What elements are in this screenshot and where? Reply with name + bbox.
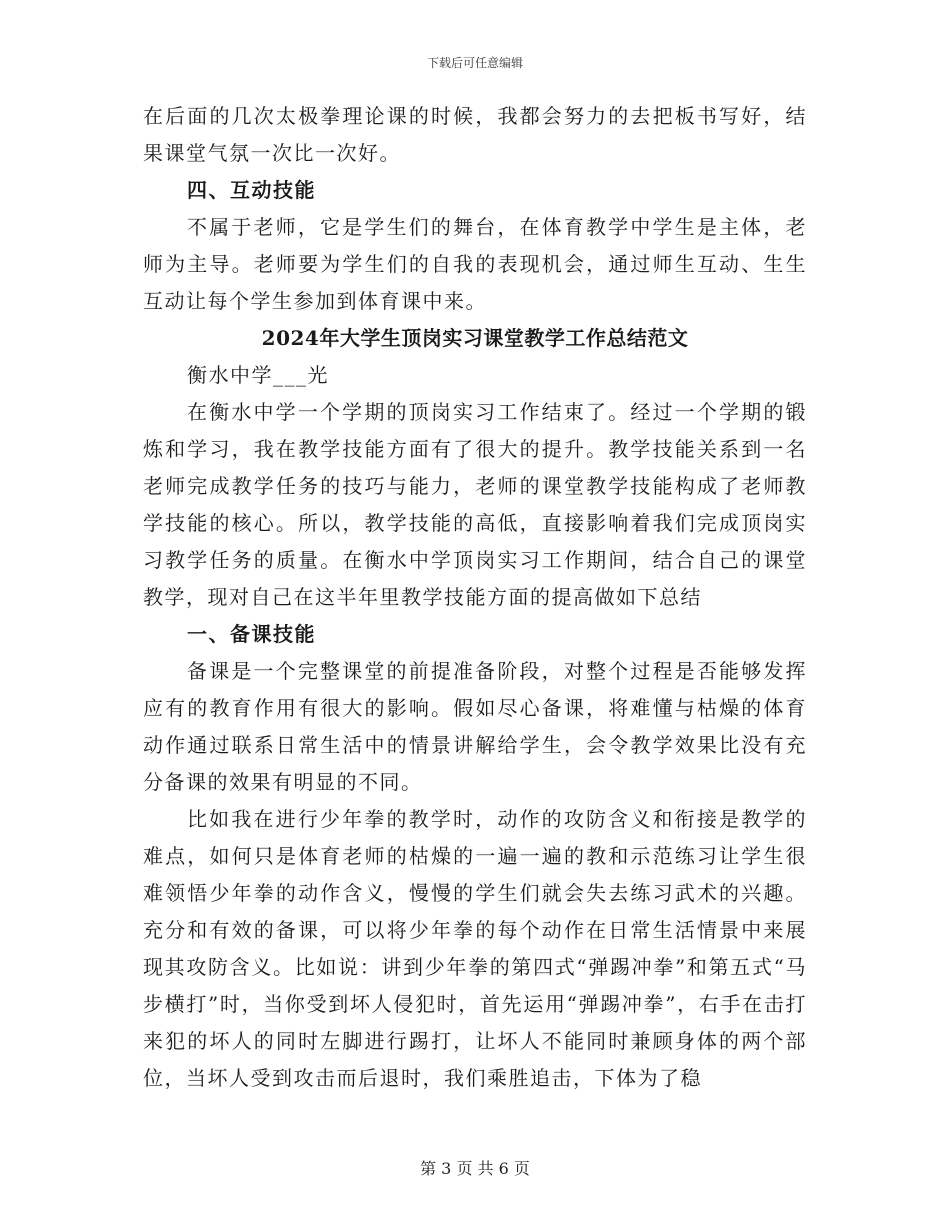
document-title: 2024年大学生顶岗实习课堂教学工作总结范文 [261, 326, 689, 350]
author-line: 衡水中学___光 [187, 363, 329, 387]
paragraph-interaction: 不属于老师，它是学生们的舞台，在体育教学中学生是主体，老师为主导。老师要为学生们的自我的表现机会，通过师生互动、生生互动让每个学生参加到体育课中来。 [143, 215, 807, 313]
paragraph-example: 比如我在进行少年拳的教学时，动作的攻防含义和衔接是教学的难点，如何只是体育老师的枯燥的一遍一遍的教和示范练习让学生很难领悟少年拳的动作含义，慢慢的学生们就会失去练习武术的兴趣。充分和有效的备课，可以将少年拳的每个动作在日常生活情景中来展现其攻防含义。比如说：讲到少年拳的第四式“弹踢冲拳”和第五式“马步横打”时，当你受到坏人侵犯时，首先运用“弹踢冲拳”，右手在击打来犯的坏人的同时左脚进行踢打，让坏人不能同时兼顾身体的两个部位，当坏人受到攻击而后退时，我们乘胜追击，下体为了稳 [143, 807, 807, 1090]
page-number: 第 3 页 共 6 页 [420, 1159, 530, 1178]
document-body [143, 98, 807, 1097]
section-heading-interaction-skills: 四、互动技能 [187, 178, 316, 202]
paragraph-lesson-prep: 备课是一个完整课堂的前提准备阶段，对整个过程是否能够发挥应有的教育作用有很大的影响。假如尽心备课，将难懂与枯燥的体育动作通过联系日常生活中的情景讲解给学生，会令教学效果比没有充分备课的效果有明显的不同。 [143, 659, 807, 794]
paragraph-intro: 在衡水中学一个学期的顶岗实习工作结束了。经过一个学期的锻炼和学习，我在教学技能方面有了很大的提升。教学技能关系到一名老师完成教学任务的技巧与能力，老师的课堂教学技能构成了老师教学技能的核心。所以，教学技能的高低，直接影响着我们完成顶岗实习教学任务的质量。在衡水中学顶岗实习工作期间，结合自己的课堂教学，现对自己在这半年里教学技能方面的提高做如下总结 [143, 400, 807, 609]
paragraph-blackboard: 在后面的几次太极拳理论课的时候，我都会努力的去把板书写好，结果课堂气氛一次比一次好。 [143, 104, 807, 165]
page-header-note: 下载后可任意编辑 [426, 56, 523, 70]
section-heading-lesson-prep: 一、备课技能 [187, 622, 316, 646]
